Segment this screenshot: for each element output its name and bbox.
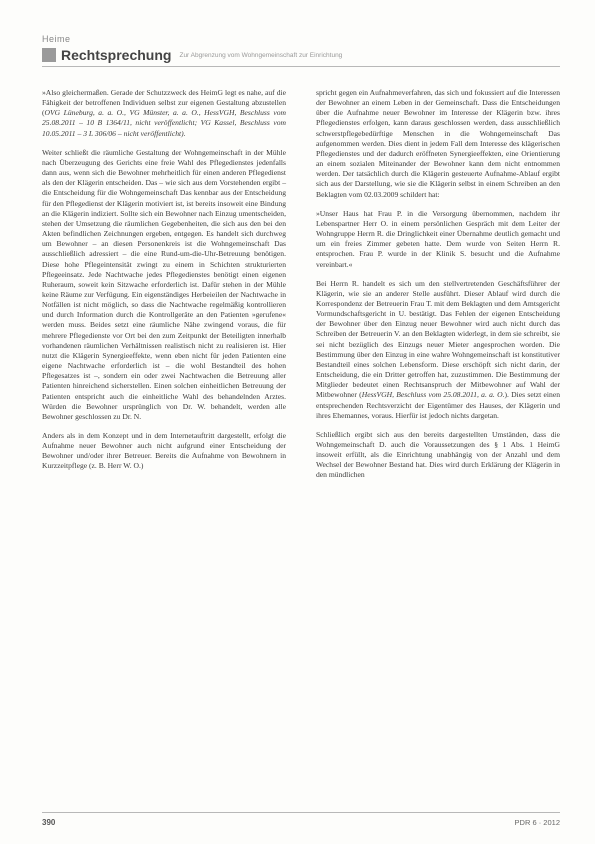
right-p3-tail: ). Dies setzt einen entsprechenden Rechtsverzicht der Eigentümer des Hauses, der Klägerin und ihres Ehemannes, voraus. Hierfür ist jedoch nichts dargetan. (316, 390, 560, 420)
right-paragraph-1: spricht gegen ein Aufnahmeverfahren, das sich und fokussiert auf die Interessen der Bewohner an einem Leben in der Gemeinschaft. Dass die Entscheidungen über die Aufnahme neuer Bewohner im Interesse der Klägerin bzw. ihres Pflegedienstes erfolgen, kann daraus geschlossen werden, dass ausschließlich schwerstpflegebedürftige Menschen in die Wohngemeinschaft Das aufgenommen werden. Dies dient in jedem Fall dem Interesse des klägerischen Pflegedienstes und der dadurch eröffneten Synergieeffekten, eine Orientierung an einem sozialen Miteinander der Bewohner kann dem nicht entnommen werden. Der tatsächlich durch die Klägerin gesteuerte Aufnahme-Ablauf ergibt sich aus der Darstellung, wie sie die Klägerin selbst in einem Schreiben an den Beklagten vom 02.03.2009 schildert hat: (316, 88, 560, 199)
journal-reference: PDR 6 · 2012 (514, 818, 560, 827)
right-paragraph-3 (316, 279, 560, 421)
page-number: 390 (42, 818, 56, 827)
right-paragraph-4: Schließlich ergibt sich aus den bereits dargestellten Umständen, dass die Wohngemeinschaft D. auch die Voraussetzungen des § 1 Abs. 1 HeimG insoweit erfüllt, als die Einrichtung unabhängig von der Anzahl und dem Wechsel der Bewohner Bestand hat. Dies wird durch Erklärung der Klägerin in den mündlichen (316, 429, 560, 480)
left-paragraph-3: Anders als in dem Konzept und in dem Internetauftritt dargestellt, erfolgt die Aufnahme neuer Bewohner auch nicht aufgrund einer Entscheidung der Bewohner und/oder ihrer Betreuer. Bereits die Aufnahme von Bewohnern in Kurzzeitpflege (z. B. Herr W. O.) (42, 431, 286, 471)
header-rule (42, 66, 560, 67)
header-square-marker (42, 48, 56, 62)
header-subtitle: Zur Abgrenzung vom Wohngemeinschaft zur Einrichtung (179, 51, 343, 59)
right-paragraph-2: »Unser Haus hat Frau P. in die Versorgung übernommen, nachdem ihr Lebenspartner Herr O. in einem persönlichen Gespräch mit dem Leiter der Wohngruppe Herrn R. die Dringlichkeit einer Übernahme deutlich gemacht und um ein freies Zimmer gebeten hatte. Dem wurde von Seiten Herrn R. entsprochen. Frau P. wurde in der Klinik S. besucht und die Aufnahme vereinbart.« (316, 208, 560, 269)
left-paragraph-1 (42, 88, 286, 139)
right-p3-citation: HessVGH, Beschluss vom 25.08.2011, a. a. O. (361, 390, 505, 400)
header-title: Rechtsprechung (61, 47, 172, 63)
right-p3-text: Bei Herrn R. handelt es sich um den stellvertretenden Geschäftsführer der Klägerin, wie sie an anderer Stelle ausführt. Dieser Ablauf wird durch die Korrespondenz der Betreuerin Frau T. mit dem Beklagten und dem Amtsgericht Vormundschaftsgericht in U. bestätigt. Das Fehlen der eigenen Entscheidung der Bewohner über den Einzug neuer Bewohner wird auch nicht durch das Schreiben der Betreuerin V. an den Beklagten widerlegt, in dem sie schreibt, sie sei nicht bezüglich des Einzugs neuer Mieter angesprochen worden. Die Bestimmung über den Einzug in eine wahre Wohngemeinschaft ist konstitutiver Bestandteil eines solchen Lebensform. Diese erschöpft sich nicht darin, der Entscheidung, die ein Dritter getroffen hat, zuzustimmen. Die Bestimmung der Mitglieder bedeutet einen Rechtsanspruch der Mitbewohner auf Wahl der Mitbewohner ( (316, 278, 560, 400)
left-column (42, 88, 286, 481)
left-p1-text: »Also gleichermaßen. Gerade der Schutzzweck des HeimG legt es nahe, auf die Fähigkeit der betroffenen Individuen selbst zur eigenen Gestaltung abzustellen ( (42, 88, 286, 118)
page-header (42, 46, 560, 64)
right-column (316, 88, 560, 490)
left-p1-citation: OVG Lüneburg, a. a. O., VG Münster, a. a. O., HessVGH, Beschluss vom 25.08.2011 – 10 B 1364/11, nicht veröffentlicht; VG Kassel, Beschluss vom 10.05.2011 – 3 L 306/06 – nicht veröffentlicht). (42, 108, 286, 138)
footer-rule (42, 812, 560, 813)
section-label: Heime (42, 34, 71, 44)
left-paragraph-2: Weiter schließt die räumliche Gestaltung der Wohngemeinschaft in der Mühle nach Überzeugung des Gerichts eine freie Wahl des Pflegedienstes jedenfalls dann aus, wenn sich die Bewohner mehrheitlich für einen anderen Pflegedienst als den der Klägerin entscheiden. Das – wie sich aus dem Vorstehenden ergibt – die Entscheidung für die Wohngemeinschaft Das kennbar aus der Entscheidung für den Pflegedienst der Klägerin motiviert ist, ist bereits insoweit eine Bindung an die Klägerin indiziert. Sollte sich ein Bewohner nach Einzug umentscheiden, stehen der Umsetzung die räumlichen Gegebenheiten, die sich aus den bei den Akten befindlichen Zeichnungen ergeben, entgegen. Es handelt sich durchweg um Bewohner – an diesen Personenkreis ist die Wohngemeinschaft Das ausschließlich adressiert – die eine Rund-um-die-Uhr-Betreuung benötigen. Diese hohe Pflegeintensität zwingt zu einem in Schichten strukturierten Pflegeeinsatz. Jede Nachtwache jedes Pflegedienstes benötigt einen eigenen Ruheraum, soweit kein Sitzwache erforderlich ist. Dafür stehen in der Mühle keine Räume zur Verfügung. Ein eigenständiges Herbeieilen der Nachtwache in Notfällen ist nicht möglich, so dass die Nachtwache regelmäßig kontrollieren und durch Information durch die Kontrollgeräte an den Patienten »gerufene« werden muss. Beides setzt eine räumliche Nähe zwingend voraus, die für mehrere Pflegedienste vor Ort bei den zum Zeitpunkt der Beteiligten innerhalb vorhandenen räumlichen Verhältnissen realistisch nicht zu realisieren ist. Hier nutzt die Klägerin Synergieeffekte, wenn eben nicht für jeden Patienten eine eigene Nachtwache erforderlich ist – die wohl Bestandteil des hohen Pflegesatzes ist –, sondern ein oder zwei Nachtwachen die Betreuung aller Patienten hinreichend sicherstellen. Einen solchen einheitlichen Betreuung der Patienten entspricht auch die einheitliche Wahl des behandelnden Arztes. Würden die Bewohner ursprünglich von Dr. W. behandelt, werden alle Bewohner geschlossen zu Dr. N. (42, 147, 286, 421)
